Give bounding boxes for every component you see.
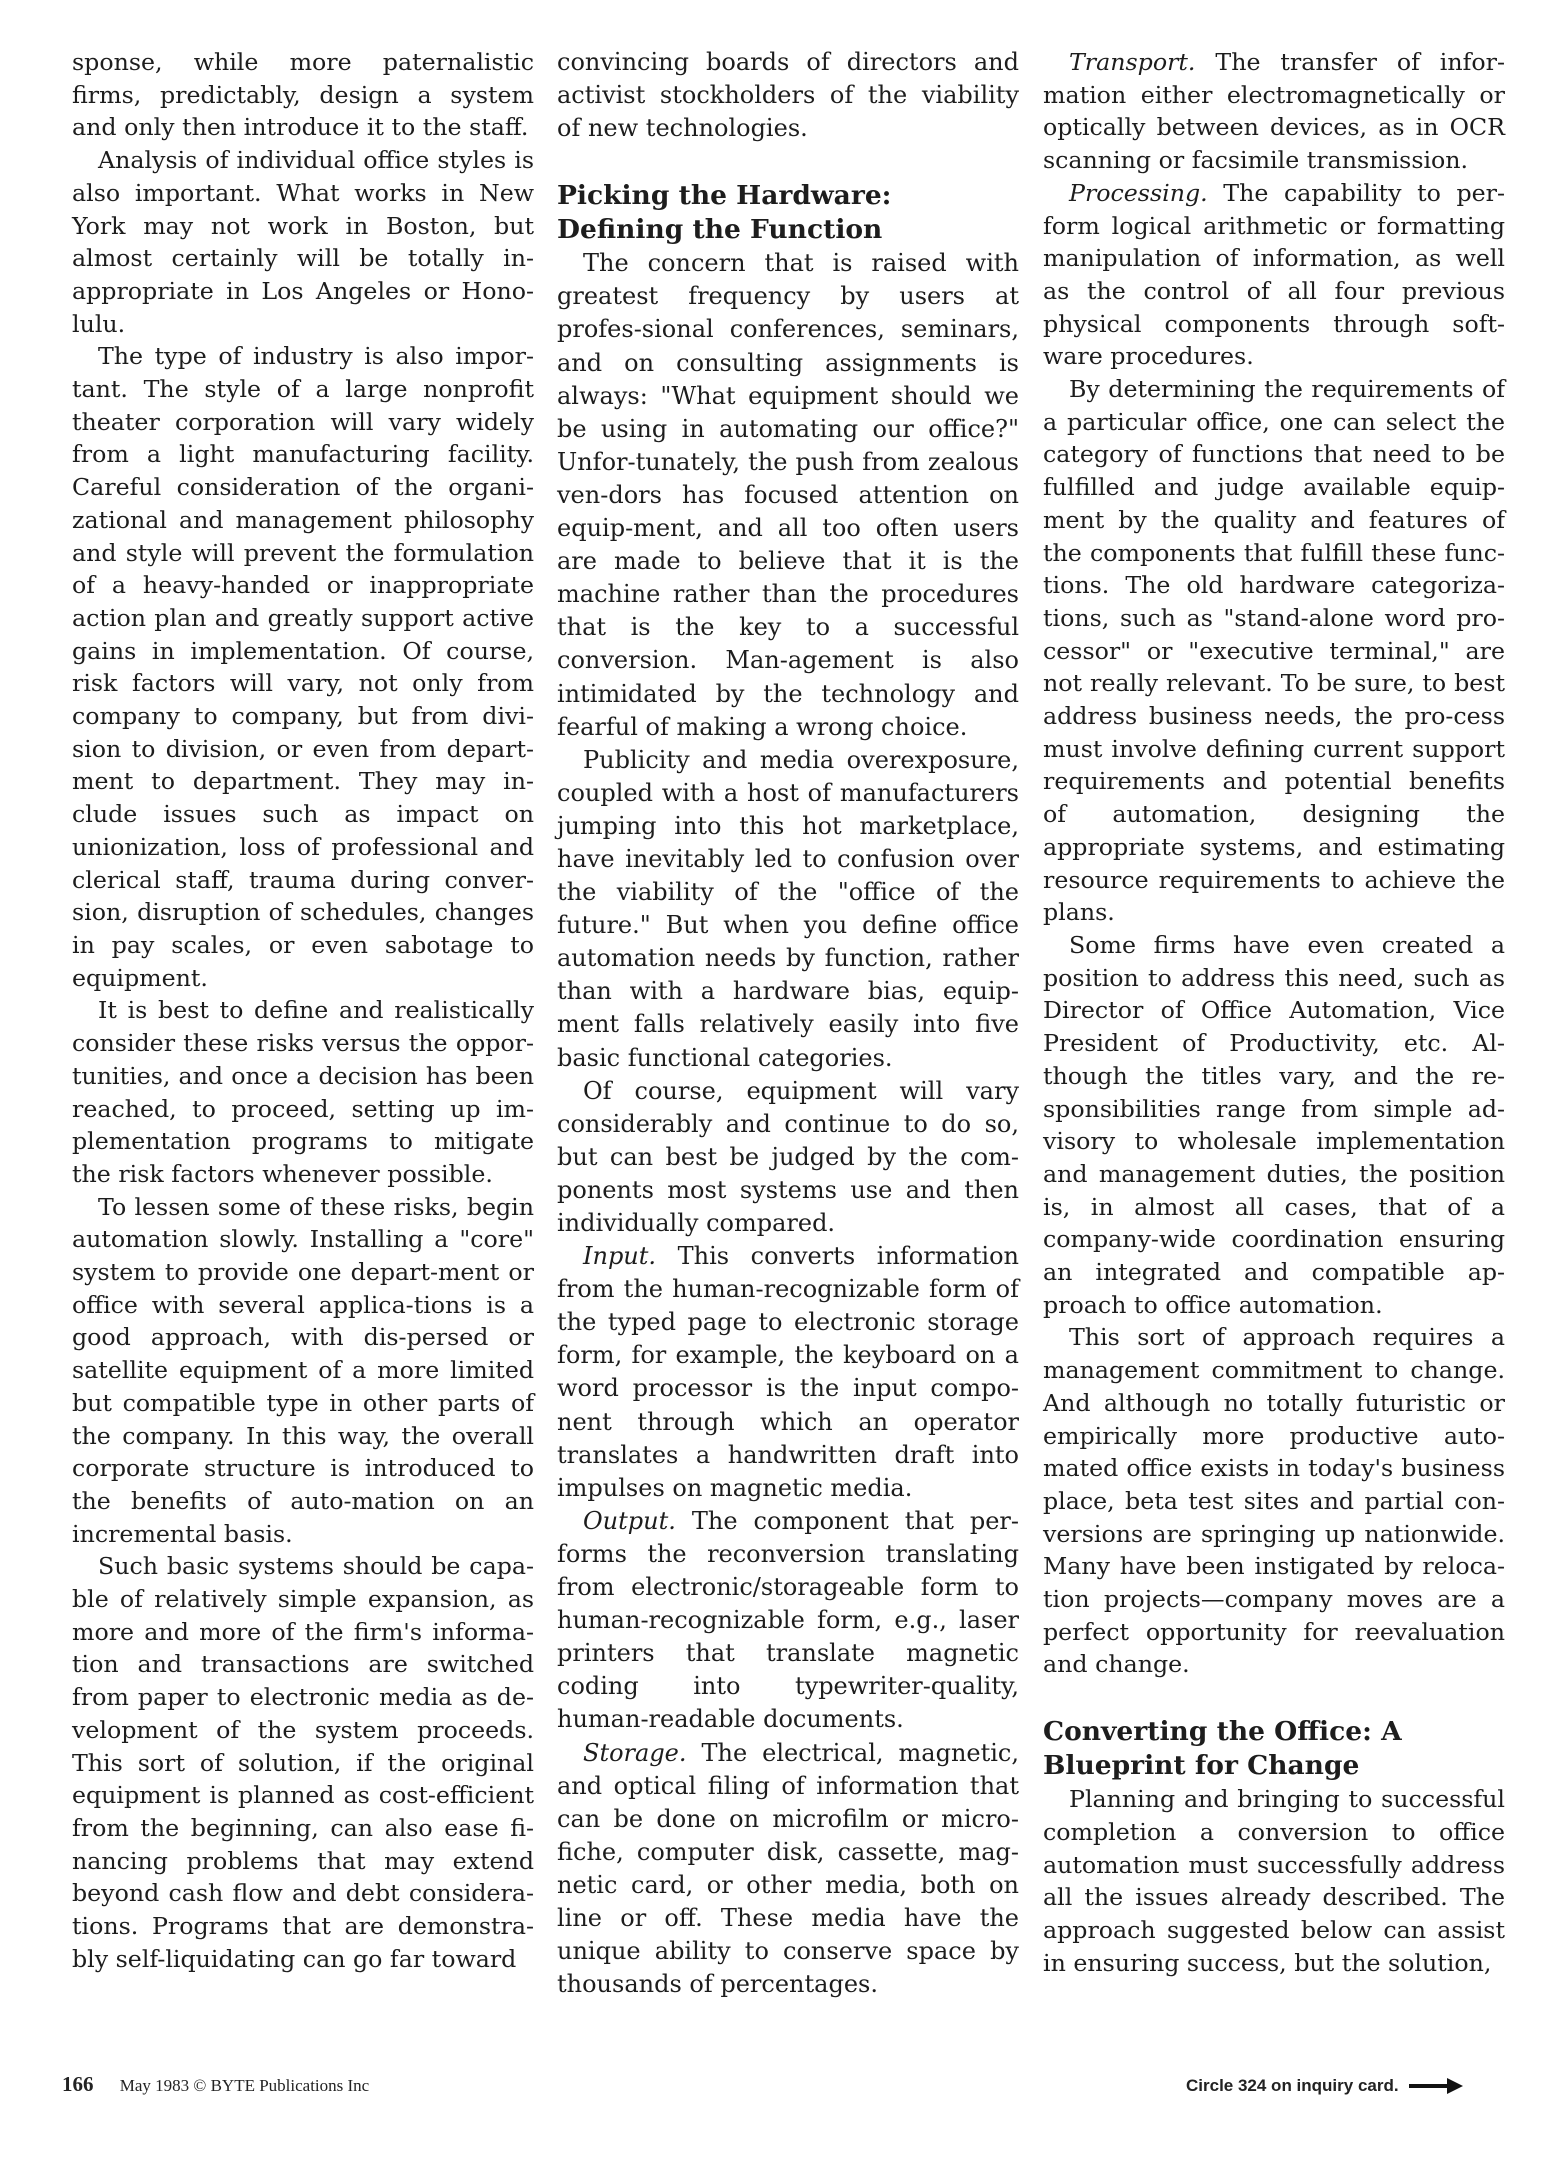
paragraph: convincing boards of directors and activist stockholders of the viability of new technologies. xyxy=(557,48,1019,143)
inquiry-note xyxy=(1186,2076,1463,2096)
definition-output xyxy=(557,1505,1019,1737)
section-heading: Converting the Office: A Blueprint for Change xyxy=(1043,1716,1402,1782)
paragraph: It is best to define and realistically consider these risks versus the oppor-tunities, and once a decision has been reached, to proceed, setting up im-plementation programs to mitigate the risk factors whenever possible. xyxy=(72,996,534,1188)
inquiry-text: Circle 324 on inquiry card. xyxy=(1186,2076,1399,2095)
term-label: Output. xyxy=(583,1506,676,1535)
definition-storage xyxy=(557,1737,1019,2002)
text-column-2 xyxy=(557,46,1019,2001)
term-text: The component that per-forms the reconversion translating from electronic/storageable form to human-recognizable form, e.g., laser printers that translate magnetic coding into typewriter-quality, human-readable documents. xyxy=(557,1506,1019,1734)
paragraph: To lessen some of these risks, begin automation slowly. Installing a "core" system to provide one depart-ment or office with several applica-tions is a good approach, with dis-persed or satellite equipment of a more limited but compatible type in other parts of the company. In this way, the overall corporate structure is introduced to the benefits of auto-mation on an incremental basis. xyxy=(72,1192,534,1548)
section-heading: Picking the Hardware: Defining the Function xyxy=(557,180,892,246)
paragraph: Publicity and media overexposure, coupled with a host of manufacturers jumping into this hot marketplace, have inevitably led to confusion over the viability of the "office of the future." But when you define office automation needs by function, rather than with a hardware bias, equip-ment falls relatively easily into five basic functional categories. xyxy=(557,745,1019,1072)
term-text: The electrical, magnetic, and optical filing of information that can be done on microfilm or micro-fiche, computer disk, cassette, mag-netic card, or other media, both on line or off. These media have the unique ability to conserve space by thousands of percentages. xyxy=(557,1738,1019,1999)
paragraph: sponse, while more paternalistic firms, predictably, design a system and only then introduce it to the staff. xyxy=(72,48,534,142)
page-number: 166 xyxy=(62,2072,94,2096)
definition-processing xyxy=(1043,177,1505,373)
paragraph: Planning and bringing to successful completion a conversion to office automation must successfully address all the issues already described. The approach suggested below can assist in ensuring success, but the solution, xyxy=(1043,1785,1505,1977)
text-column-3 xyxy=(1043,46,1505,1979)
paragraph: Some firms have even created a position to address this need, such as Director of Office Automation, Vice President of Productivity, etc. Al-though the titles vary, and the re-sponsibilities range from simple ad-visory to wholesale implementation and management duties, the position is, in almost all cases, that of a company-wide coordination ensuring an integrated and compatible ap-proach to office automation. xyxy=(1043,930,1505,1319)
page-footer xyxy=(62,2072,369,2097)
paragraph: By determining the requirements of a particular office, one can select the category of functions that need to be fulfilled and judge available equip-ment by the quality and features of the components that fulfill these func-tions. The old hardware categoriza-tions, such as "stand-alone word pro-cessor" or "executive terminal," are not really relevant. To be sure, to best address business needs, the pro-cess must involve defining current support requirements and potential benefits of automation, designing the appropriate systems, and estimating resource requirements to achieve the plans. xyxy=(1043,375,1505,927)
definition-transport xyxy=(1043,46,1505,177)
text-column-1 xyxy=(72,46,534,1975)
paragraph: Of course, equipment will vary considerably and continue to do so, but can best be judged by the com-ponents most systems use and then individually compared. xyxy=(557,1076,1019,1237)
term-text: This converts information from the human-recognizable form of the typed page to electronic storage form, for example, the keyboard on a word processor is the input compo-nent through which an operator translates a handwritten draft into impulses on magnetic media. xyxy=(557,1242,1019,1502)
term-label: Processing. xyxy=(1069,178,1208,207)
term-label: Transport. xyxy=(1069,48,1196,76)
term-label: Input. xyxy=(583,1242,657,1271)
term-label: Storage. xyxy=(583,1738,687,1767)
paragraph: Analysis of individual office styles is also important. What works in New York may not work in Boston, but almost certainly will be totally in-appropriate in Los Angeles or Hono-lulu. xyxy=(72,146,534,338)
definition-input xyxy=(557,1240,1019,1505)
paragraph: This sort of approach requires a management commitment to change. And although no totally futuristic or empirically more productive auto-mated office exists in today's business place, beta test sites and partial con-versions are springing up nationwide. Many have been instigated by reloca-tion projects—company moves are a perfect opportunity for reevaluation and change. xyxy=(1043,1323,1505,1679)
term-text: The capability to per-form logical arithmetic or formatting manipulation of information, as well as the control of all four previous physical components through soft-ware procedures. xyxy=(1043,178,1505,371)
arrow-right-icon xyxy=(1409,2078,1463,2094)
issue-credit: May 1983 © BYTE Publications Inc xyxy=(119,2076,370,2095)
term-text: The transfer of infor-mation either electromagnetically or optically between devices, as in OCR scanning or facsimile transmission. xyxy=(1043,48,1505,175)
paragraph: The type of industry is also impor-tant. The style of a large nonprofit theater corporation will vary widely from a light manufacturing facility. Careful consideration of the organi-zational and management philosophy and style will prevent the formulation of a heavy-handed or inappropriate action plan and greatly support active gains in implementation. Of course, risk factors will vary, not only from company to company, but from divi-sion to division, or even from depart-ment to department. They may in-clude issues such as impact on unionization, loss of professional and clerical staff, trauma during conver-sion, disruption of schedules, changes in pay scales, or even sabotage to equipment. xyxy=(72,342,534,992)
paragraph: Such basic systems should be capa-ble of relatively simple expansion, as more and more of the firm's informa-tion and transactions are switched from paper to electronic media as de-velopment of the system proceeds. This sort of solution, if the original equipment is planned as cost-efficient from the beginning, can also ease fi-nancing problems that may extend beyond cash flow and debt considera-tions. Programs that are demonstra-bly self-liquidating can go far toward xyxy=(72,1552,534,1973)
paragraph: The concern that is raised with greatest frequency by users at profes-sional conferences, seminars, and on consulting assignments is always: "What equipment should we be using in automating our office?" Unfor-tunately, the push from zealous ven-dors has focused attention on equip-ment, and all too often users are made to believe that it is the machine rather than the procedures that is the key to a successful conversion. Man-agement is also intimidated by the technology and fearful of making a wrong choice. xyxy=(557,249,1019,741)
